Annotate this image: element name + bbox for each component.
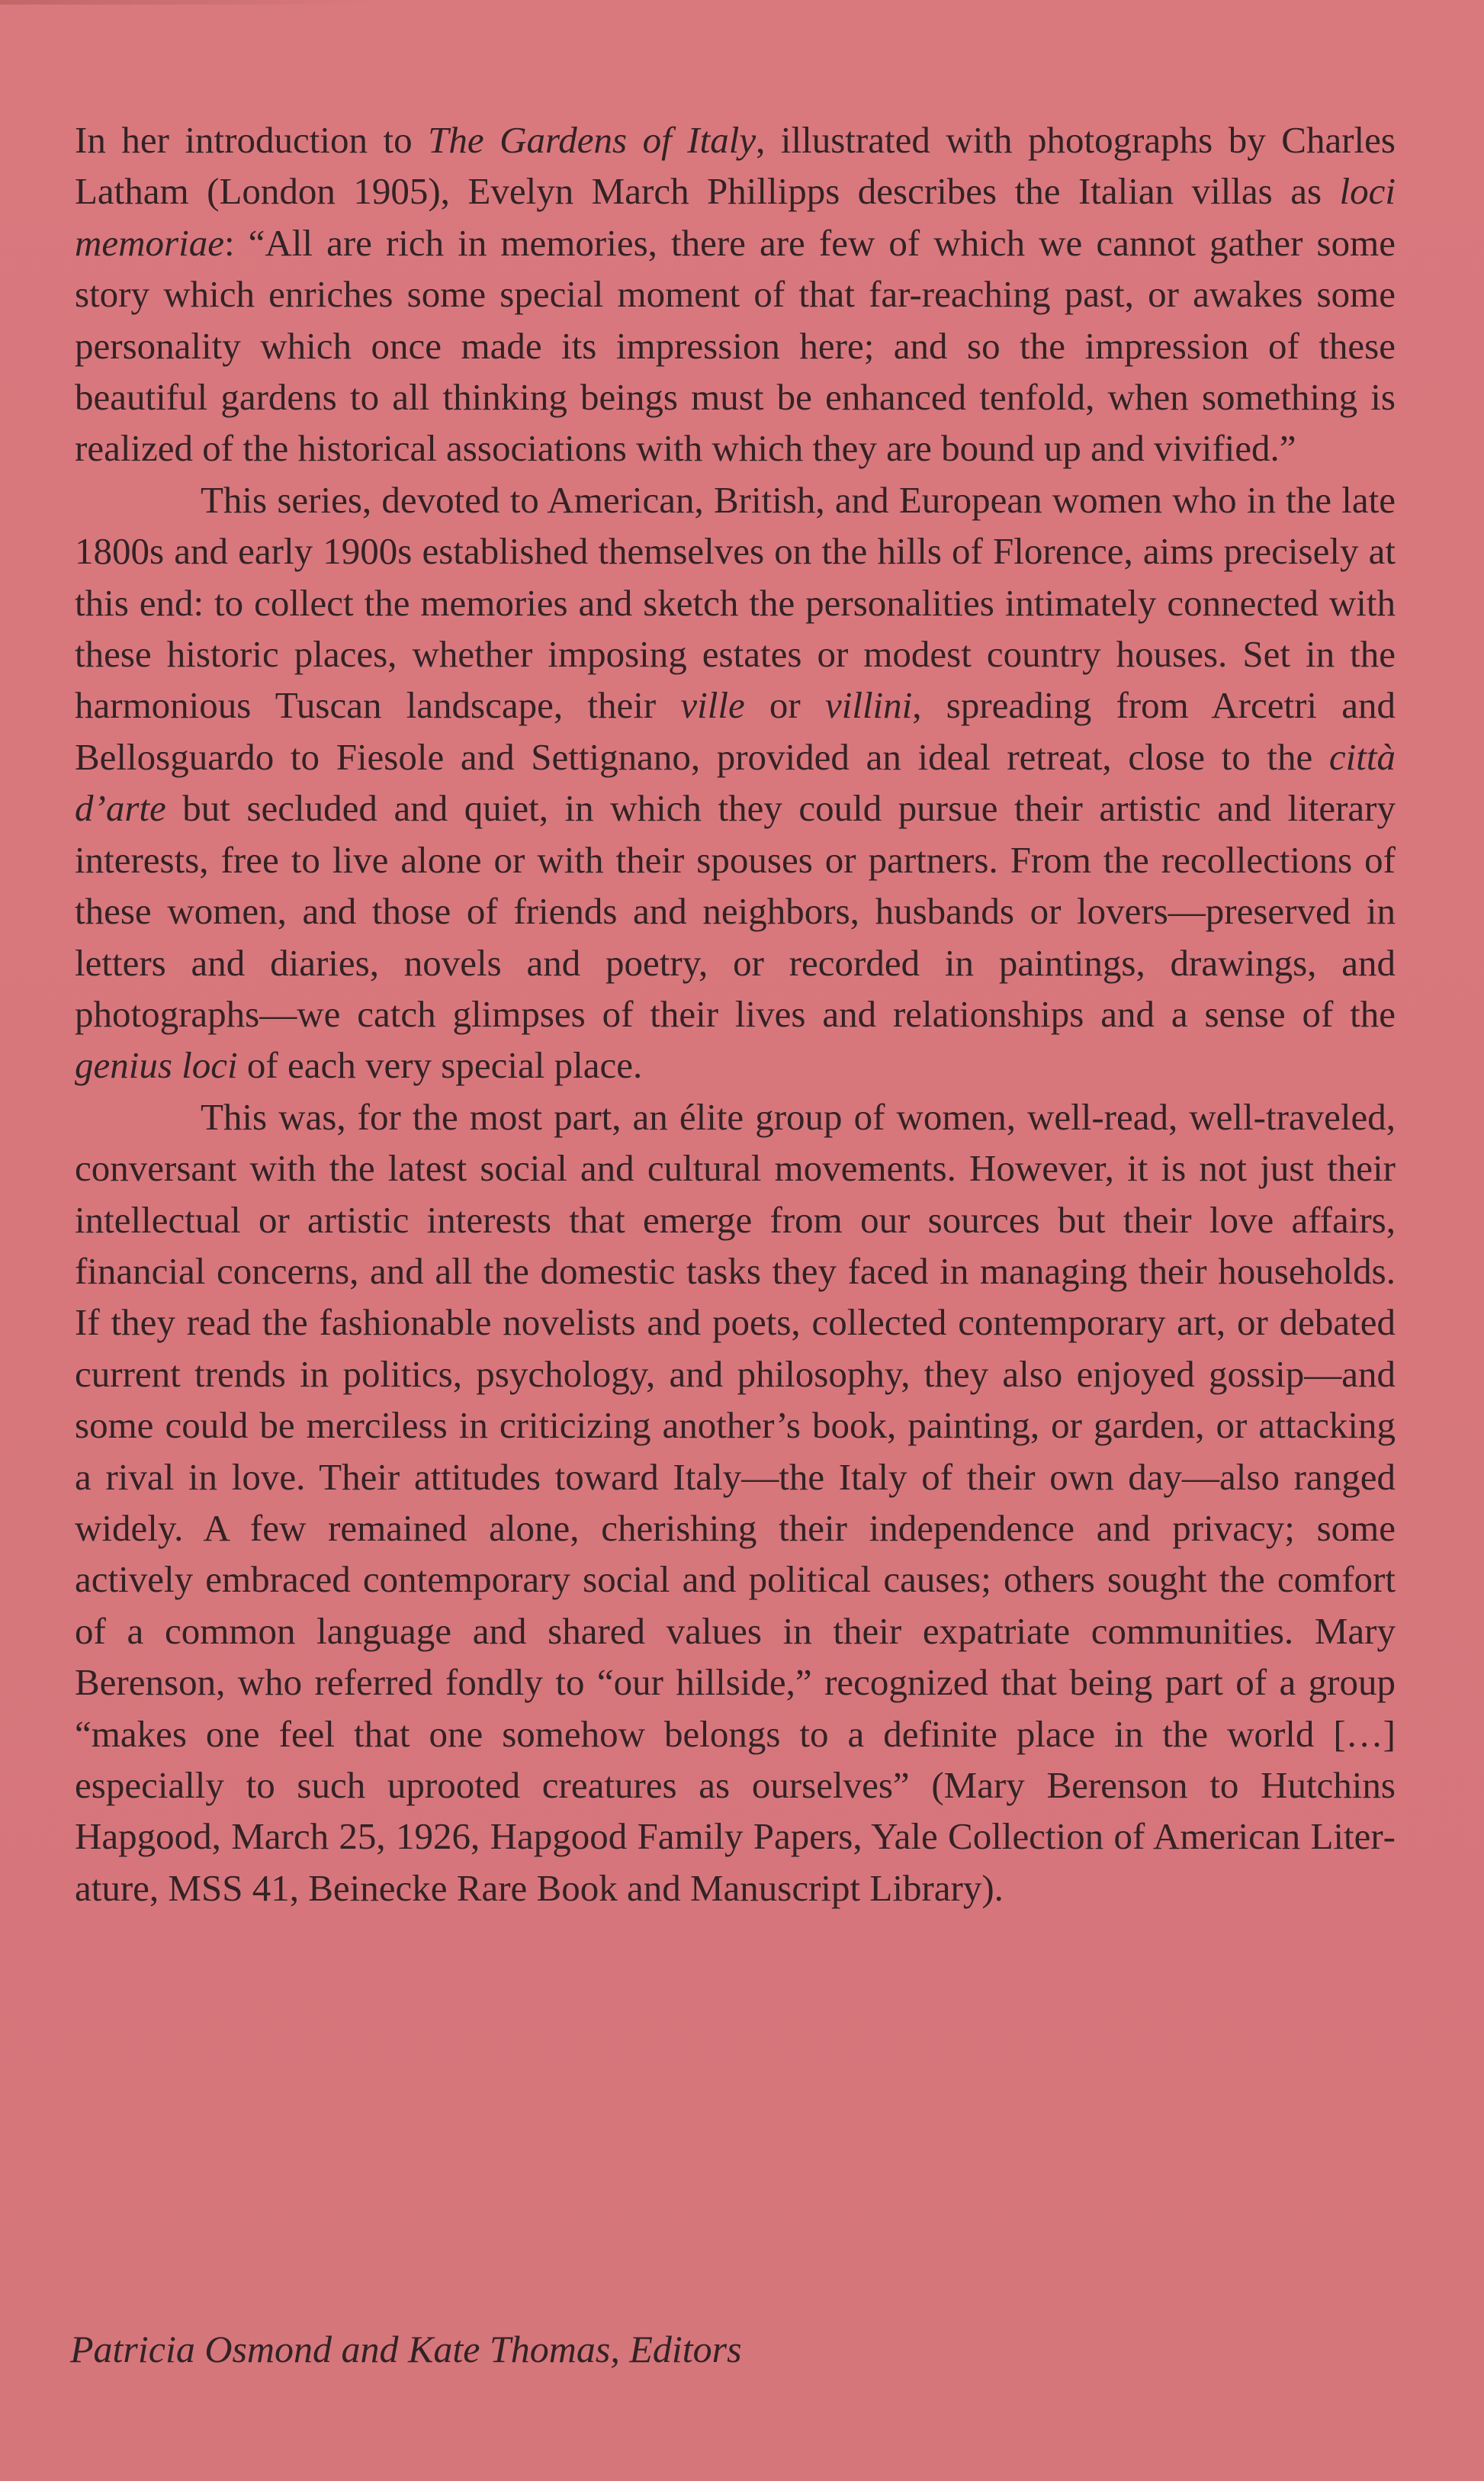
editors-signature: Patricia Osmond and Kate Thomas, Editors	[70, 2328, 742, 2370]
paragraph-1-quote: : “All are rich in memories, there are few of which we cannot gather some story which enriches some special moment of that far-reaching past, or awakes some personality which once made its impression here; and so the impression of these beautiful gardens to all thinking beings must be enhanced tenfold, when something is realized of the historical associations with which they are bound up and vivified.”	[75, 221, 1396, 470]
paragraph-2-text-a: This series, devoted to American, British, and European women who in the late 1800s and early 1900s established themselves on the hills of Florence, aims precisely at this end: to collect the memories and sketch the personalities intimately connected with these historic places, whether imposing estates or modest country houses. Set in the harmonious Tuscan landscape, their	[75, 478, 1396, 727]
term-citta-darte: città d’arte	[75, 735, 1396, 830]
body-text	[75, 114, 1396, 1914]
latin-term-loci-memoriae: loci memoriae	[75, 170, 1396, 264]
paragraph-1-text-a: In her introduction to	[75, 119, 429, 161]
paragraph-2	[75, 474, 1396, 1091]
paragraph-2-text-e: of each very special place.	[237, 1044, 643, 1087]
term-villini: villini	[824, 684, 913, 727]
book-title: The Gardens of Italy	[428, 119, 756, 161]
paragraph-1-text-b: , illustrated with photographs by Charles Latham (London 1905), Evelyn March Phillipps describes the Italian villas as	[75, 119, 1396, 213]
top-edge-mark	[0, 0, 381, 5]
paragraph-2-text-c: , spreading from Arcetri and Bellosguardo to Fiesole and Settignano, provided an ideal retreat, close to the	[75, 684, 1396, 778]
paragraph-3: This was, for the most part, an élite group of women, well-read, well-traveled, conversant with the latest social and cultural movements. However, it is not just their intellectual or artistic interests that emerge from our sources but their love affairs, financial concerns, and all the domestic tasks they faced in managing their households. If they read the fashionable novelists and poets, collected contemporary art, or debated current trends in politics, psychology, and philosophy, they also enjoyed gossip—and some could be merciless in criticizing another’s book, painting, or garden, or attacking a rival in love. Their attitudes toward Italy—the Italy of their own day—also ranged widely. A few remained alone, cherishing their independence and privacy; some actively embraced contemporary social and political causes; others sought the comfort of a common language and shared values in their expatriate communities. Mary Berenson, who referred fondly to “our hillside,” recognized that being part of a group “makes one feel that one somehow belongs to a definite place in the world […] especially to such uprooted creatures as ourselves” (Mary Berenson to Hutchins Hapgood, March 25, 1926, Hapgood Family Papers, Yale Collection of American Literature, MSS 41, Beinecke Rare Book and Manuscript Library).	[75, 1095, 1396, 1909]
paragraph-2-text-b: or	[744, 684, 825, 727]
paragraph-1	[75, 114, 1396, 474]
term-genius-loci: genius loci	[75, 1044, 238, 1087]
paragraph-2-text-d: but secluded and quiet, in which they could pursue their artistic and literary interests, free to live alone or with their spouses or partners. From the recollections of these women, and those of friends and neighbors, husbands or lovers—preserved in letters and diaries, novels and poetry, or recorded in paintings, drawings, and photographs—we catch glimpses of their lives and relationships and a sense of the	[75, 787, 1396, 1035]
term-ville: ville	[680, 684, 745, 727]
